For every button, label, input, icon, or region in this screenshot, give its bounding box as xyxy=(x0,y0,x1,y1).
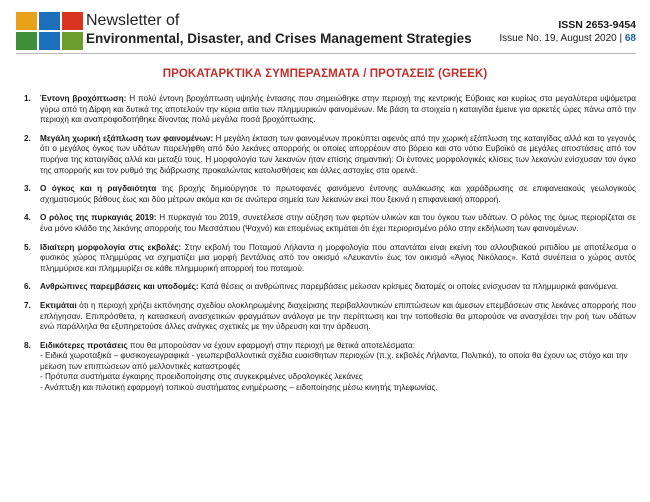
item-text: Η μεγάλη έκταση των φαινομένων προκύπτει αφενός από την χωρική εξάπλωση της καταιγίδας αλλά και το γεγονός ότι ο μεγάλος όγκος των υδάτων παρελήφθη από δύο λεκάνες απορροής οι οποίες απορρέουν στο βόρειο και στο νότιο Ευβοϊκό σε μεγάλες αποστάσεις από τον πυρήνα της καταιγίδας αλλά και μεταξύ τους. Η μορφολογία των λεκανών ήταν επίσης σημαντική: Οι έντονες μορφολογικές κλίσεις των λεκανών ενίσχυσαν τον όγκο της απορροής και τον ρυθμό της διάβρωσης προκαλώντας κατολισθήσεις και άλλες αστοχίες στα ορεινά. xyxy=(40,133,636,175)
item-number: 3. xyxy=(24,184,31,194)
earthquake-icon xyxy=(62,12,83,30)
item-number: 5. xyxy=(24,242,31,252)
newsletter-logo xyxy=(16,12,83,50)
list-item xyxy=(16,184,636,205)
item-text: Η πυρκαγιά του 2019, συνετέλεσε στην αύξηση των φερτών υλικών και του όγκου των υδάτων. Ο ρόλος της όμως περιορίζεται σε ένα μόνο κλάδο της λεκάνης απορροής του Μεσσάπιου (Ψαχνό) και επομένως εκτιμάται ότι έχει περιορισμένο ρόλο στην εκδήλωση των φαινομένων. xyxy=(40,213,636,233)
item-text: ότι η περιοχή χρήζει εκπόνησης σχεδίου ολοκληρωμένης διαχείρισης περιβαλλοντικών επιπτώσεων και άμεσων επεμβάσεων στις λεκάνες απορροής που επλήγησαν. Επιπρόσθετα, η κατασκευή ανασχετικών φραγμάτων ανάλογα με την περίπτωση και την τοποθεσία θα μπορούσε να ανασχέσει την ροή των υδάτων ενώ παράλληλα θα εξυπηρετούσε άλλες ανάγκες σχετικές με την ύδρευση και την άρδευση. xyxy=(40,300,636,332)
item-lead: Ιδιαίτερη μορφολογία στις εκβολές: xyxy=(40,242,182,252)
list-item xyxy=(16,94,636,126)
sub-item: - Πρότυπα συστήματα έγκαιρης προειδοποίησης στις συγκεκριμένες υδρολογικές λεκάνες xyxy=(40,372,363,382)
item-text: Κατά θέσεις οι ανθρώπινες παρεμβάσεις μείωσαν κρίσιμες διατομές οι οποίες ενίσχυσαν τα πλημμυρικά φαινόμενα. xyxy=(198,282,619,292)
page-number: 68 xyxy=(624,33,636,44)
fire-icon xyxy=(16,12,37,30)
list-item xyxy=(16,301,636,333)
item-lead: Εκτιμάται xyxy=(40,300,77,310)
newsletter-header xyxy=(16,12,636,52)
item-text: Η πολύ έντονη βροχόπτωση υψηλής έντασης που σημειώθηκε στην περιοχή της κεντρικής Εύβοιας και κυρίως στα μεγαλύτερα υψόμετρα γύρω από τη Δίρφη και δυτικά της αποτελούν την κύρια αιτία των πλημμυρικών φαινομένων. Με βάση τα στοιχεία η καταιγίδα έμεινε για αρκετές ώρες πάνω από την περιοχή και αναπροφοδοτήθηκε δίνοντας πολύ μεγάλα ποσά βροχόπτωσης. xyxy=(40,94,636,125)
item-text: που θα μπορούσαν να έχουν εφαρμογή στην περιοχή με θετικά αποτελέσματα: xyxy=(127,340,416,350)
item-number: 1. xyxy=(24,94,31,103)
item-number: 7. xyxy=(24,300,31,310)
item-lead: Έντονη βροχόπτωση: xyxy=(40,94,127,103)
conclusions-list xyxy=(16,94,636,402)
item-lead: Μεγάλη χωρική εξάπλωση των φαινομένων: xyxy=(40,133,214,143)
issue-line xyxy=(499,32,636,46)
storm-icon xyxy=(39,32,60,50)
tree-icon xyxy=(16,32,37,50)
sub-item: - Ανάπτυξη και πιλοτική εφαρμογή τοπικού συστήματος ενημέρωσης – ειδοποίησης μέσω κινητής τηλεφωνίας. xyxy=(40,383,438,393)
section-title: ΠΡΟΚΑΤΑΡΚΤΙΚΑ ΣΥΜΠΕΡΑΣΜΑΤΑ / ΠΡΟΤΑΣΕΙΣ (GREEK) xyxy=(162,68,488,80)
item-lead: Ο όγκος και η ραγδαιότητα xyxy=(40,184,157,194)
list-item xyxy=(16,341,636,394)
item-number: 2. xyxy=(24,133,31,143)
newsletter-title xyxy=(86,12,472,48)
item-text: της βροχής δημιούργησε το πρωτοφανές φαινόμενο έντονης αυλάκωσης και χαράδρωσης σε επιφανειακούς γεωλογικούς σχηματισμούς βάθους έως και δύο μέτρων ακόμα και σε ανώτερα σημεία των λεκανών εκεί που ξεκινά η επιφανειακή απορροή. xyxy=(40,184,636,204)
item-number: 8. xyxy=(24,340,31,350)
item-lead: Ο ρόλος της πυρκαγιάς 2019: xyxy=(40,213,157,223)
item-text: Στην εκβολή του Ποταμού Λήλαντα η μορφολογία που απαντάται είναι εκείνη του αλλουβιακού ριπιδίου με αποτέλεσμα ο φυσικός χώρος πλημμύρας να σχηματίζει μια μορφή βεντάλιας από τον οικισμό «Λευκαντί» έως τον οικισμό «Άγιος Νικόλαος». Κατά συνέπεια ο χώρος αυτός πλημμύρισε και πλημμυρίζει σε κάθε πλημμυρική απορροή του ποταμού. xyxy=(40,242,636,273)
item-lead: Ειδικότερες προτάσεις xyxy=(40,340,128,350)
item-number: 6. xyxy=(24,282,31,292)
waves-icon xyxy=(39,12,60,30)
list-item xyxy=(16,243,636,275)
list-item xyxy=(16,134,636,176)
header-divider xyxy=(16,53,636,54)
sub-item: - Ειδικά χωροταξικά – φυσικογεωγραφικά - γεωπεριβαλλοντικά σχέδια ευαισθητων περιοχών (π.χ. εκβολές Λήλαντα, Πολιτικά), το οποία θα έχουν ως στόχο και την μείωση των επιπτώσεων από μελλοντικές καταστροφές xyxy=(40,351,628,371)
issn: ISSN 2653-9454 xyxy=(558,19,636,31)
list-item xyxy=(16,282,636,293)
item-lead: Ανθρώπινες παρεμβάσεις και υποδομές: xyxy=(40,282,199,292)
landslide-icon xyxy=(62,32,83,50)
item-number: 4. xyxy=(24,213,31,223)
issue-info xyxy=(499,18,636,46)
list-item xyxy=(16,213,636,234)
newsletter-title-line2: Environmental, Disaster, and Crises Management Strategies xyxy=(86,31,472,46)
newsletter-title-line1: Newsletter of xyxy=(86,12,180,29)
issue-number: Issue No. 19, August 2020 | xyxy=(499,33,623,44)
